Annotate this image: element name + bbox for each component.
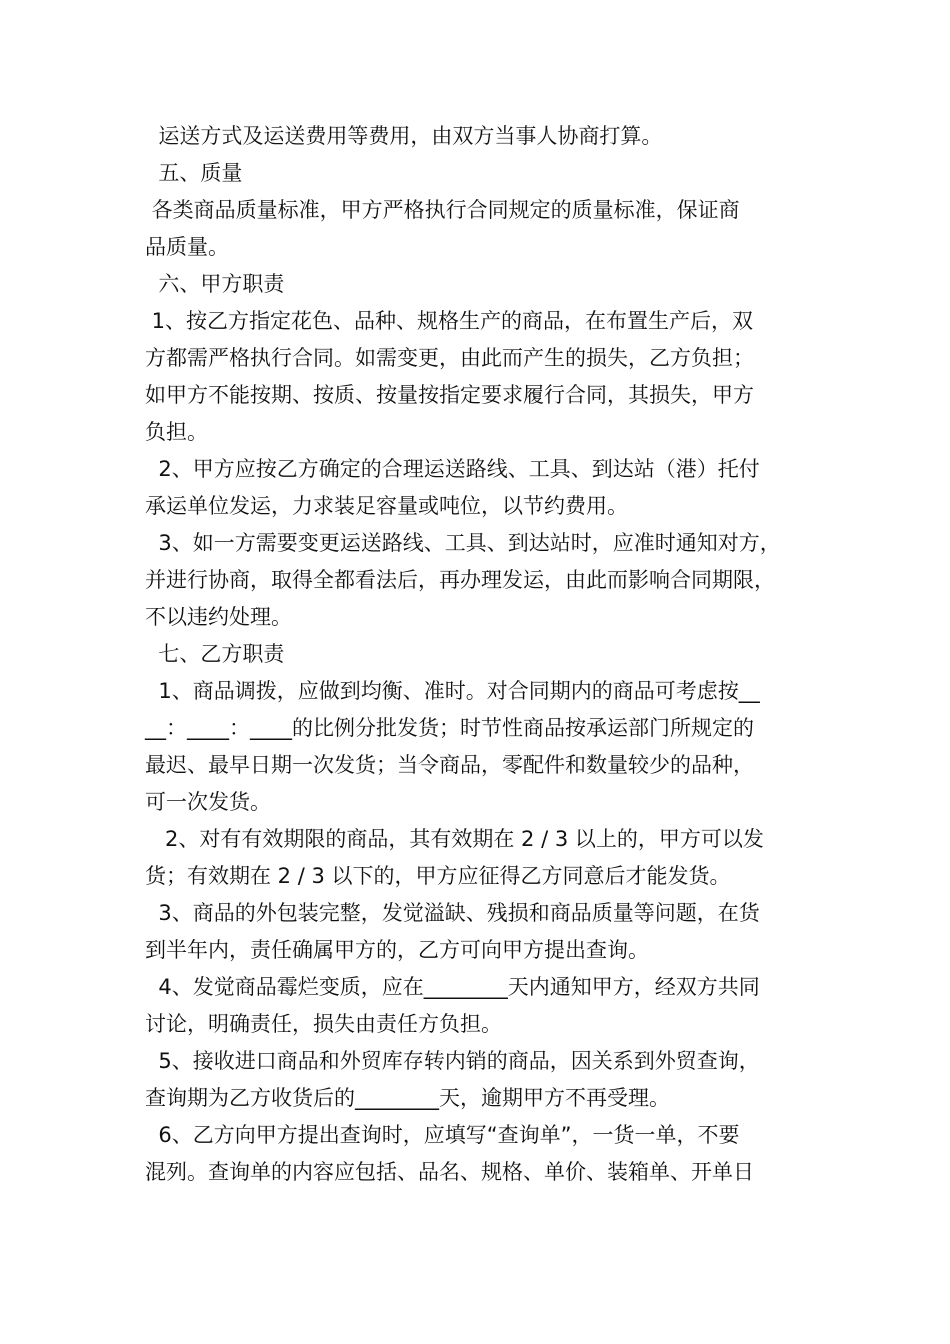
paragraph-a-2: 2、甲方应按乙方确定的合理运送路线、工具、到达站（港）托付 承运单位发运，力求装足容量或吨位，以节约费用。 — [145, 457, 760, 518]
paragraph-quality: 各类商品质量标准，甲方严格执行合同规定的质量标准，保证商 品质量。 — [145, 198, 740, 259]
paragraph-b-3: 3、商品的外包装完整，发觉溢缺、残损和商品质量等问题，在货 到半年内，责任确属甲方的，乙方可向甲方提出查询。 — [145, 901, 760, 962]
paragraph-b-2: 2、对有有效期限的商品，其有效期在 2 / 3 以上的，甲方可以发 货；有效期在 2 / 3 以下的，甲方应征得乙方同意后才能发货。 — [145, 827, 764, 888]
heading-quality: 五、质量 — [145, 161, 243, 185]
paragraph-a-1: 1、按乙方指定花色、品种、规格生产的商品，在布置生产后，双 方都需严格执行合同。如需变更，由此而产生的损失，乙方负担； 如甲方不能按期、按质、按量按指定要求履行合同，其损失，甲方 负担。 — [145, 309, 754, 444]
paragraph-b-5: 5、接收进口商品和外贸库存转内销的商品，因关系到外贸查询， 查询期为乙方收货后的________天，逾期甲方不再受理。 — [145, 1049, 760, 1110]
paragraph-b-1: 1、商品调拨，应做到均衡、准时。对合同期内的商品可考虑按__ __：____：____的比例分批发货；时节性商品按承运部门所规定的 最迟、最早日期一次发货；当令商品，零配件和数量较少的品种， 可一次发货。 — [145, 679, 760, 814]
paragraph-transport-cost: 运送方式及运送费用等费用，由双方当事人协商打算。 — [145, 124, 663, 148]
heading-party-b-duties: 七、乙方职责 — [145, 642, 285, 666]
paragraph-b-6: 6、乙方向甲方提出查询时，应填写“查询单”，一货一单，不要 混列。查询单的内容应包括、品名、规格、单价、装箱单、开单日 — [145, 1123, 754, 1184]
paragraph-a-3: 3、如一方需要变更运送路线、工具、到达站时，应准时通知对方， 并进行协商，取得全都看法后，再办理发运，由此而影响合同期限， 不以违约处理。 — [145, 531, 781, 629]
heading-party-a-duties: 六、甲方职责 — [145, 272, 285, 296]
document-body — [145, 118, 820, 1191]
paragraph-b-4: 4、发觉商品霉烂变质，应在________天内通知甲方，经双方共同 讨论，明确责任，损失由责任方负担。 — [145, 975, 760, 1036]
